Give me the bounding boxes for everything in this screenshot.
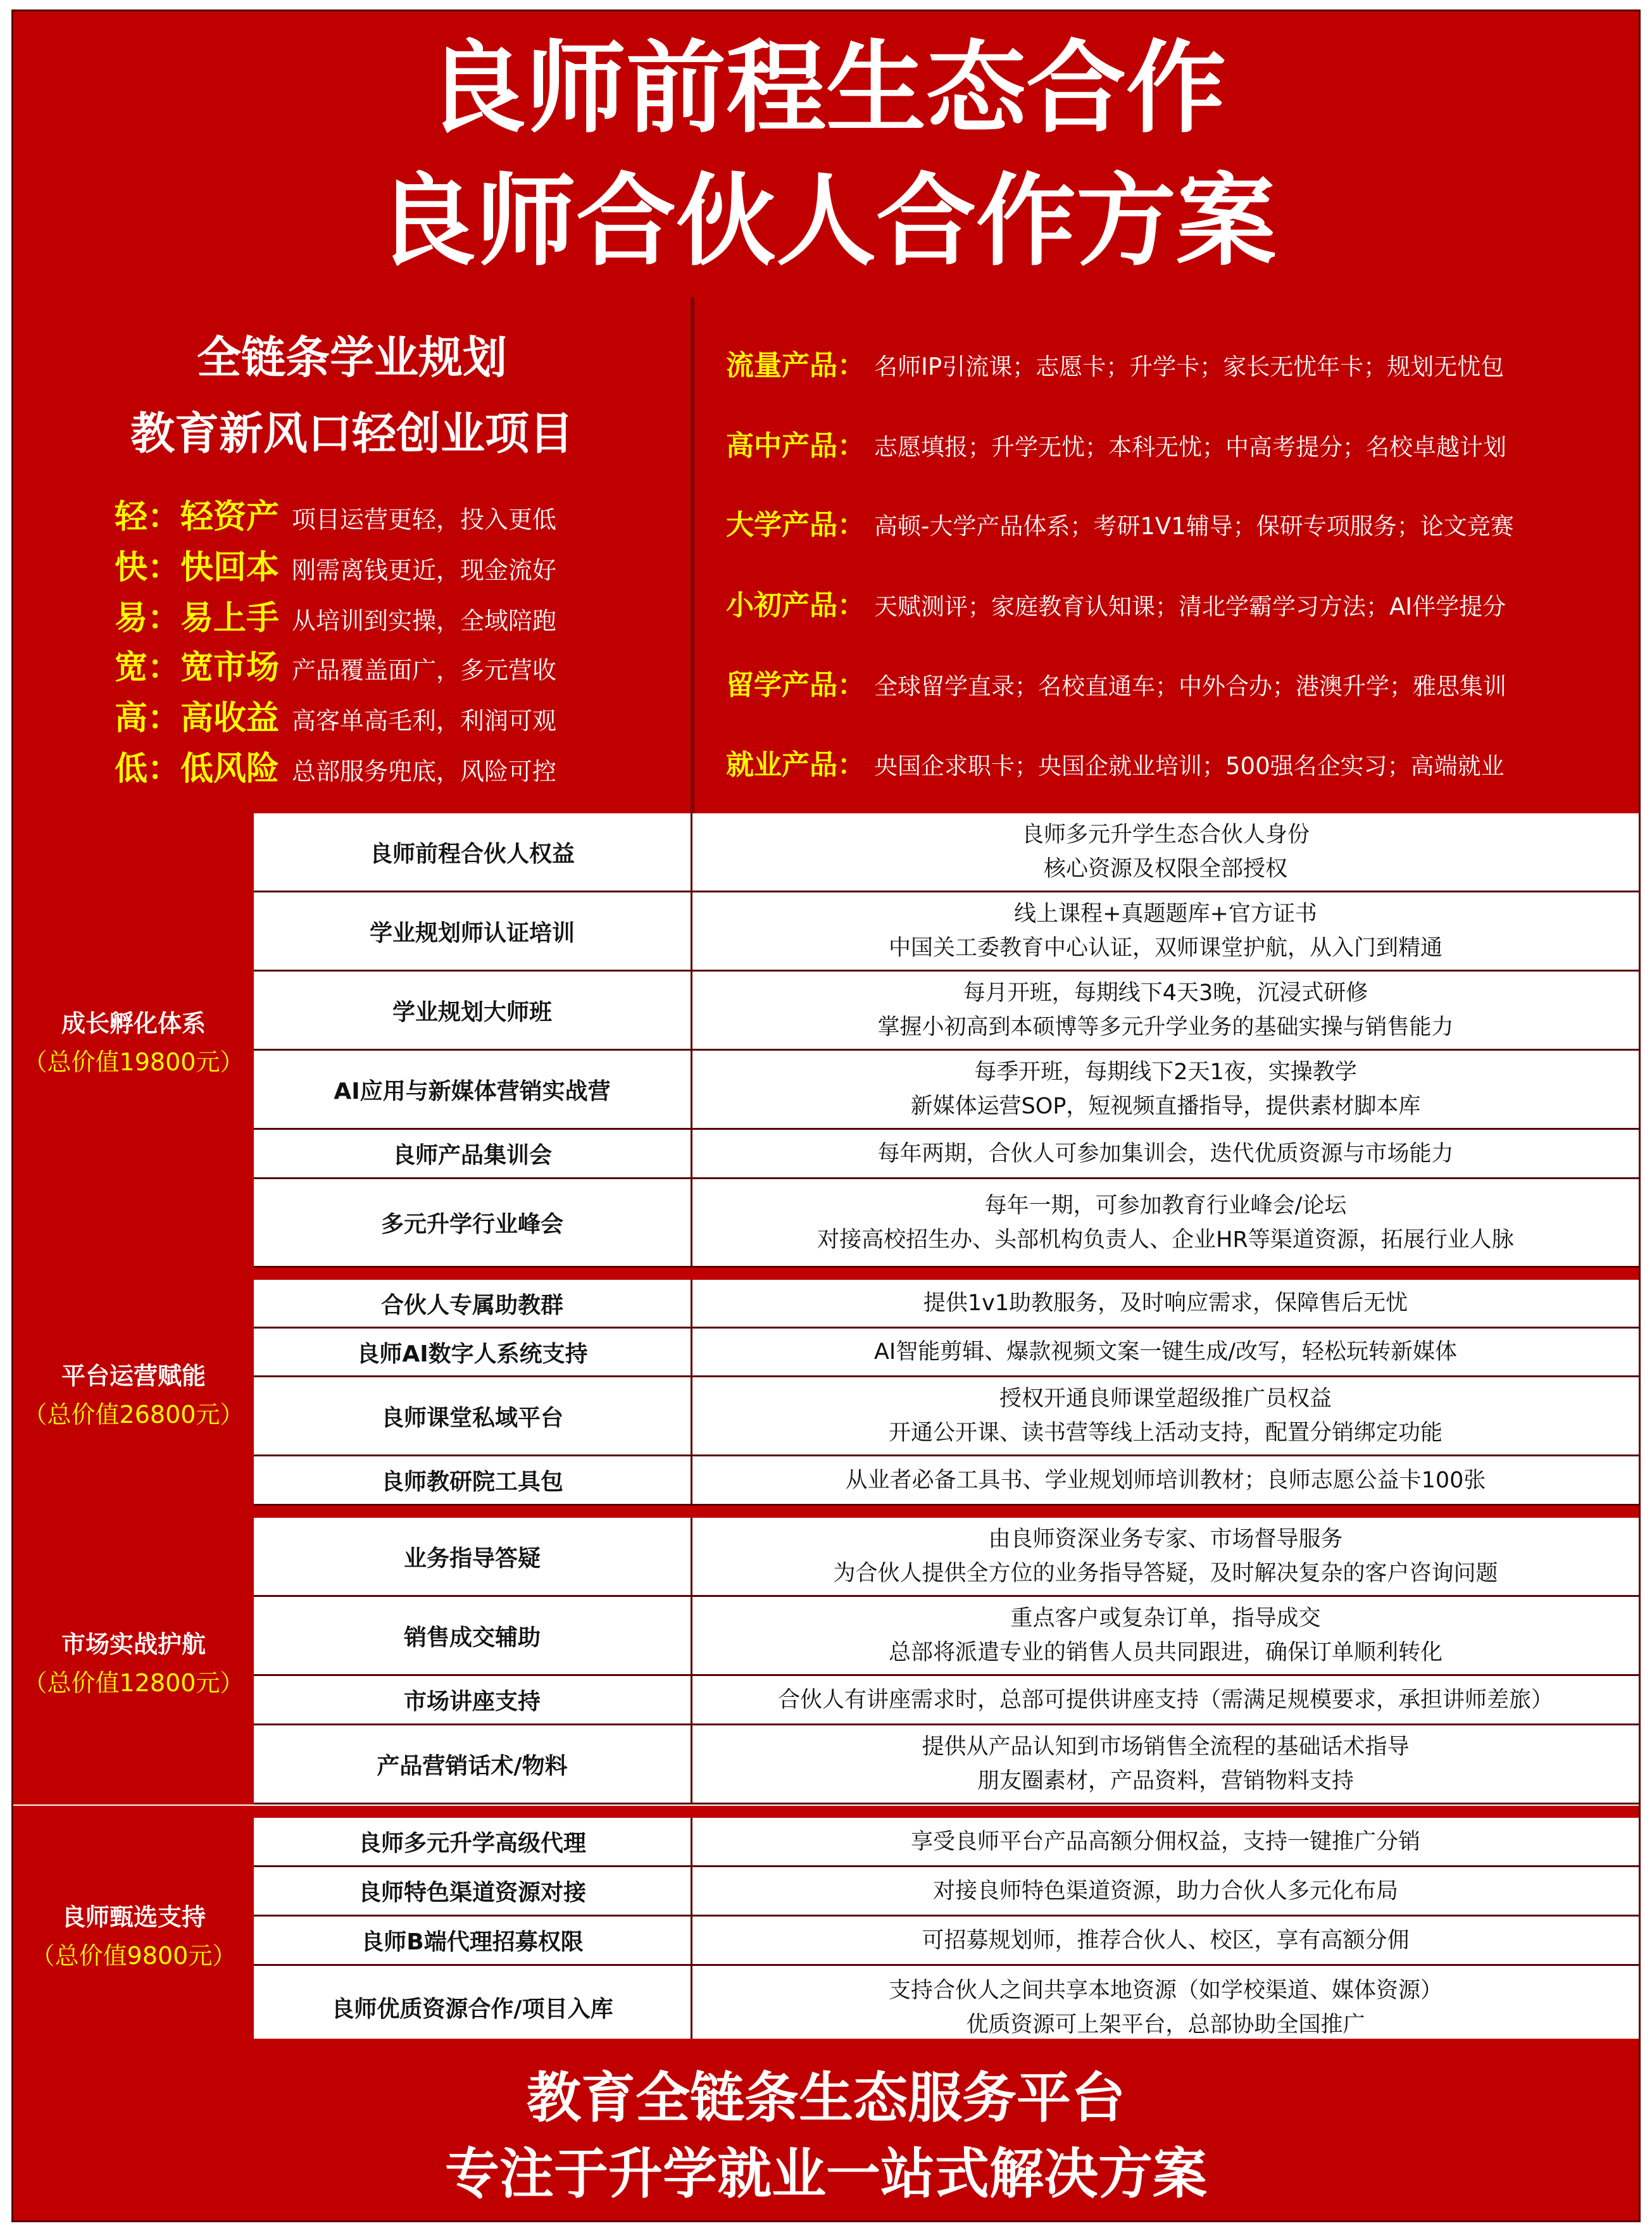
benefit-description-line: 合伙人有讲座需求时，总部可提供讲座支持（需满足规模要求，承担讲师差旅） bbox=[777, 1687, 1553, 1713]
benefit-row bbox=[254, 972, 1639, 1051]
product-list-text: 全球留学直录；名校直通车；中外合办；港澳升学；雅思集训 bbox=[874, 673, 1506, 700]
benefit-row bbox=[254, 1867, 1639, 1917]
benefit-row bbox=[254, 1377, 1639, 1456]
benefit-description bbox=[692, 1051, 1639, 1128]
benefit-description-line: AI智能剪辑、爆款视频文案一键生成/改写，轻松玩转新媒体 bbox=[873, 1339, 1458, 1365]
benefit-description-line: 掌握小初高到本硕博等多元升学业务的基础实操与销售能力 bbox=[877, 1015, 1454, 1040]
section-category-name: 市场实战护航 bbox=[61, 1630, 206, 1658]
benefit-row bbox=[254, 1725, 1639, 1805]
advantage-item bbox=[115, 495, 556, 539]
benefit-description-line: 从业者必备工具书、学业规划师培训教材；良师志愿公益卡100张 bbox=[845, 1467, 1486, 1493]
benefit-row bbox=[254, 1676, 1639, 1725]
section-rows bbox=[254, 813, 1639, 1268]
benefit-description bbox=[692, 1329, 1639, 1375]
benefit-description bbox=[692, 892, 1639, 970]
benefit-description bbox=[692, 1867, 1639, 1915]
section-divider bbox=[13, 2039, 1639, 2051]
benefit-name: 学业规划师认证培训 bbox=[254, 892, 692, 970]
benefit-description bbox=[692, 972, 1639, 1049]
section-category-name: 平台运营赋能 bbox=[61, 1361, 206, 1390]
poster-frame bbox=[11, 9, 1641, 2222]
benefit-description bbox=[692, 1456, 1639, 1504]
benefit-description bbox=[692, 1818, 1639, 1865]
benefit-row bbox=[254, 1966, 1639, 2051]
section-total-value: （总价值12800元） bbox=[23, 1668, 244, 1697]
benefit-row bbox=[254, 892, 1639, 972]
advantage-key: 快：快回本 bbox=[115, 549, 280, 587]
advantage-desc: 从培训到实操，全域陪跑 bbox=[292, 607, 557, 635]
benefit-name: 产品营销话术/物料 bbox=[254, 1725, 692, 1803]
advantage-desc: 高客单高毛利，利润可观 bbox=[292, 707, 557, 735]
section-total-value: （总价值19800元） bbox=[23, 1048, 244, 1076]
benefit-description-line: 新媒体运营SOP，短视频直播指导，提供素材脚本库 bbox=[910, 1094, 1421, 1119]
benefit-description-line: 提供从产品认知到市场销售全流程的基础话术指导 bbox=[922, 1734, 1410, 1760]
section-category-name: 成长孵化体系 bbox=[61, 1010, 206, 1037]
header-banner bbox=[13, 11, 1639, 297]
benefit-row bbox=[254, 1518, 1639, 1597]
advantage-item bbox=[115, 596, 556, 641]
benefit-section bbox=[13, 1280, 1639, 1506]
benefit-description-line: 为合伙人提供全方位的业务指导答疑，及时解决复杂的客户咨询问题 bbox=[833, 1561, 1498, 1586]
footer-banner bbox=[13, 2051, 1639, 2220]
advantage-desc: 总部服务兜底，风险可控 bbox=[292, 758, 557, 785]
footer-line1: 教育全链条生态服务平台 bbox=[527, 2067, 1125, 2130]
product-list-text: 央国企求职卡；央国企就业培训；500强名企实习；高端就业 bbox=[874, 753, 1505, 780]
benefit-description-line: 支持合伙人之间共享本地资源（如学校渠道、媒体资源） bbox=[888, 1977, 1442, 2003]
benefit-description-line: 朋友圈素材，产品资料，营销物料支持 bbox=[977, 1768, 1354, 1794]
benefit-description-line: 每年一期，可参加教育行业峰会/论坛 bbox=[984, 1192, 1347, 1218]
benefit-description bbox=[692, 1518, 1639, 1595]
section-total-value: （总价值26800元） bbox=[23, 1400, 244, 1429]
benefit-description-line: 由良师资深业务专家、市场督导服务 bbox=[988, 1527, 1343, 1552]
benefit-row bbox=[254, 1456, 1639, 1506]
benefit-description-line: 总部将派遣专业的销售人员共同跟进，确保订单顺利转化 bbox=[888, 1640, 1442, 1665]
advantage-item bbox=[115, 646, 556, 690]
benefit-row bbox=[254, 813, 1639, 892]
benefit-description-line: 中国关工委教育中心认证，双师课堂护航，从入门到精通 bbox=[888, 935, 1442, 961]
benefit-description bbox=[692, 1917, 1639, 1964]
advantage-desc: 产品覆盖面广，多元营收 bbox=[292, 656, 557, 684]
section-divider bbox=[13, 1268, 1639, 1280]
benefit-description bbox=[692, 1130, 1639, 1177]
product-category: 留学产品： bbox=[726, 669, 865, 701]
benefit-row bbox=[254, 1597, 1639, 1676]
section-rows bbox=[254, 1518, 1639, 1805]
benefit-description-line: 享受良师平台产品高额分佣权益，支持一键推广分销 bbox=[910, 1829, 1420, 1855]
header-title-line1: 良师前程生态合作 bbox=[426, 30, 1226, 147]
benefit-name: 市场讲座支持 bbox=[254, 1676, 692, 1723]
section-category bbox=[13, 1818, 254, 2051]
product-category: 小初产品： bbox=[726, 589, 865, 622]
benefit-name: 良师AI数字人系统支持 bbox=[254, 1329, 692, 1375]
benefit-description bbox=[692, 1676, 1639, 1723]
section-category-name: 良师甄选支持 bbox=[61, 1903, 206, 1931]
benefit-section bbox=[13, 1818, 1639, 2051]
advantage-key: 高：高收益 bbox=[115, 699, 280, 737]
benefit-row bbox=[254, 1051, 1639, 1130]
section-category bbox=[13, 1518, 254, 1805]
benefit-row bbox=[254, 1130, 1639, 1179]
benefit-name: 良师B端代理招募权限 bbox=[254, 1917, 692, 1964]
product-item bbox=[726, 424, 1506, 468]
benefit-row bbox=[254, 1179, 1639, 1268]
benefit-description-line: 优质资源可上架平台，总部协助全国推广 bbox=[966, 2011, 1365, 2037]
product-item bbox=[726, 584, 1506, 628]
benefit-section bbox=[13, 813, 1639, 1268]
benefit-name: 良师教研院工具包 bbox=[254, 1456, 692, 1504]
product-category: 大学产品： bbox=[726, 509, 865, 541]
benefit-name: 业务指导答疑 bbox=[254, 1518, 692, 1595]
benefit-section bbox=[13, 1518, 1639, 1805]
advantage-key: 宽：宽市场 bbox=[115, 649, 280, 687]
benefit-name: AI应用与新媒体营销实战营 bbox=[254, 1051, 692, 1128]
benefit-name: 良师多元升学高级代理 bbox=[254, 1818, 692, 1865]
product-category: 高中产品： bbox=[726, 430, 865, 462]
benefit-name: 合伙人专属助教群 bbox=[254, 1280, 692, 1327]
advantage-key: 轻：轻资产 bbox=[115, 498, 280, 536]
advantage-desc: 项目运营更轻，投入更低 bbox=[292, 506, 557, 534]
benefit-description-line: 开通公开课、读书营等线上活动支持，配置分销绑定功能 bbox=[888, 1420, 1442, 1446]
advantage-item bbox=[115, 546, 556, 590]
section-total-value: （总价值9800元） bbox=[30, 1942, 237, 1970]
section-divider bbox=[13, 1506, 1639, 1518]
benefit-description bbox=[692, 813, 1639, 891]
advantages-panel bbox=[13, 297, 691, 813]
benefit-name: 良师产品集训会 bbox=[254, 1130, 692, 1177]
product-item bbox=[726, 503, 1514, 547]
benefit-description bbox=[692, 1597, 1639, 1674]
product-list-text: 志愿填报；升学无忧；本科无忧；中高考提分；名校卓越计划 bbox=[874, 434, 1506, 461]
benefit-row bbox=[254, 1329, 1639, 1377]
benefit-name: 良师优质资源合作/项目入库 bbox=[254, 1966, 692, 2049]
product-list-text: 名师IP引流课；志愿卡；升学卡；家长无忧年卡；规划无忧包 bbox=[874, 353, 1505, 380]
section-rows bbox=[254, 1280, 1639, 1506]
benefit-description-line: 重点客户或复杂订单，指导成交 bbox=[1010, 1606, 1321, 1631]
benefit-description-line: 对接良师特色渠道资源，助力合伙人多元化布局 bbox=[932, 1878, 1398, 1904]
benefit-description-line: 每年两期，合伙人可参加集训会，迭代优质资源与市场能力 bbox=[877, 1141, 1454, 1167]
advantage-item bbox=[115, 696, 556, 741]
benefit-description bbox=[692, 1966, 1639, 2049]
benefit-name: 学业规划大师班 bbox=[254, 972, 692, 1049]
benefit-name: 销售成交辅助 bbox=[254, 1597, 692, 1674]
footer-line2: 专注于升学就业一站式解决方案 bbox=[445, 2142, 1207, 2206]
advantage-item bbox=[115, 747, 556, 791]
benefit-description bbox=[692, 1280, 1639, 1327]
product-list-text: 高顿-大学产品体系；考研1V1辅导；保研专项服务；论文竞赛 bbox=[874, 513, 1514, 540]
benefit-description-line: 良师多元升学生态合伙人身份 bbox=[1021, 822, 1310, 848]
benefit-description bbox=[692, 1179, 1639, 1266]
advantage-key: 易：易上手 bbox=[115, 599, 280, 637]
intro-title-line1: 全链条学业规划 bbox=[197, 332, 507, 384]
benefit-description-line: 每季开班，每期线下2天1夜，实操教学 bbox=[974, 1060, 1357, 1085]
benefit-name: 良师特色渠道资源对接 bbox=[254, 1867, 692, 1915]
benefit-name: 多元升学行业峰会 bbox=[254, 1179, 692, 1266]
benefit-description-line: 核心资源及权限全部授权 bbox=[1043, 856, 1287, 882]
benefit-name: 良师课堂私域平台 bbox=[254, 1377, 692, 1454]
product-item bbox=[726, 663, 1506, 708]
benefit-description-line: 提供1v1助教服务，及时响应需求，保障售后无忧 bbox=[923, 1291, 1408, 1316]
section-divider bbox=[13, 1806, 1639, 1818]
benefit-row bbox=[254, 1280, 1639, 1329]
benefit-row bbox=[254, 1917, 1639, 1966]
benefit-name: 良师前程合伙人权益 bbox=[254, 813, 692, 891]
benefit-description-line: 每月开班，每期线下4天3晚，沉浸式研修 bbox=[963, 980, 1368, 1006]
advantage-key: 低：低风险 bbox=[115, 750, 280, 788]
benefit-description-line: 线上课程+真题题库+官方证书 bbox=[1014, 901, 1317, 927]
intro-title-line2: 教育新风口轻创业项目 bbox=[130, 408, 573, 460]
advantage-desc: 刚需离钱更近，现金流好 bbox=[292, 556, 557, 584]
product-category: 就业产品： bbox=[726, 749, 865, 781]
benefit-description-line: 授权开通良师课堂超级推广员权益 bbox=[999, 1386, 1332, 1411]
benefit-description bbox=[692, 1725, 1639, 1803]
benefit-row bbox=[254, 1818, 1639, 1867]
section-category bbox=[13, 1280, 254, 1506]
header-title-line2: 良师合伙人合作方案 bbox=[376, 163, 1276, 280]
section-category bbox=[13, 813, 254, 1268]
product-item bbox=[726, 344, 1504, 388]
section-rows bbox=[254, 1818, 1639, 2051]
benefit-description bbox=[692, 1377, 1639, 1454]
product-list-text: 天赋测评；家庭教育认知课；清北学霸学习方法；AI伴学提分 bbox=[874, 593, 1506, 620]
products-panel bbox=[694, 297, 1639, 813]
product-item bbox=[726, 743, 1505, 787]
product-category: 流量产品： bbox=[726, 349, 865, 382]
benefit-description-line: 对接高校招生办、头部机构负责人、企业HR等渠道资源，拓展行业人脉 bbox=[817, 1227, 1514, 1253]
benefit-description-line: 可招募规划师，推荐合伙人、校区，享有高额分佣 bbox=[922, 1927, 1410, 1953]
